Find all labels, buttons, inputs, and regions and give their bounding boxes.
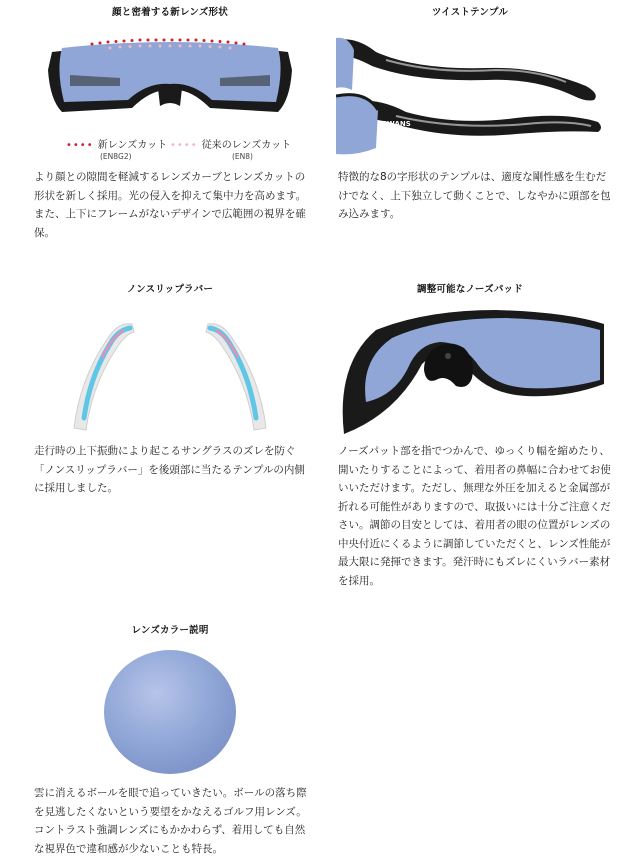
legend-new-code: (EN8G2): [100, 152, 132, 161]
twist-temple-image: [336, 30, 606, 158]
legend-old-label: 従来のレンズカット: [201, 140, 292, 151]
section-title-twist-temple: ツイストテンプル: [431, 7, 509, 18]
section-title-lens-color: レンズカラー説明: [131, 625, 209, 636]
lens-color-swatch: [100, 648, 240, 776]
section-title-non-slip-rubber: ノンスリップラバー: [126, 284, 214, 295]
section-text-twist-temple: 特徴的な8の字形状のテンプルは、適度な剛性感を生むだ けでなく、上下独立して動くことで、しなやかに頭部を包 み込みます。: [338, 171, 611, 220]
nose-pad-image: [336, 304, 608, 438]
section-text-lens-shape: より顔との隙間を軽減するレンズカーブとレンズカットの 形状を新しく採用。光の侵入を抑えて集中力を高めます。 また、上下にフレームがないデザインで広範囲の視界を確 保。: [34, 171, 307, 239]
legend-new-label: 新レンズカット: [97, 140, 168, 151]
legend-old-code: (EN8): [232, 152, 253, 161]
section-text-non-slip-rubber: 走行時の上下振動により起こるサングラスのズレを防ぐ 「ノンスリップラバー」を後頭部に当たるテンプルの内側 に採用しました。: [34, 445, 305, 494]
legend-new-lens-cut: [66, 136, 167, 161]
lens-shape-glasses-image: [40, 30, 300, 125]
section-title-nose-pad: 調整可能なノーズパッド: [417, 284, 523, 295]
legend-old-lens-cut: [170, 136, 291, 161]
new-cut-dots-icon: ••••: [66, 140, 98, 151]
old-cut-dots-icon: ••••: [170, 140, 202, 151]
section-text-lens-color: 雲に消えるボールを眼で追っていきたい。ボールの落ち際 を見逃したくないという要望をかなえるゴルフ用レンズ。 コントラスト強調レンズにもかかわらず、着用しても自然 な視界色で違和感が少ないことも特長。: [34, 787, 307, 855]
swans-logo: SWANS: [382, 120, 411, 128]
section-title-lens-shape: 顔と密着する新レンズ形状: [112, 7, 228, 18]
non-slip-rubber-image: [60, 318, 280, 433]
section-text-nose-pad: ノーズパット部を指でつかんで、ゆっくり幅を縮めたり、 開いたりすることによって、着用者の鼻幅に合わせてお使 いいただけます。ただし、無理な外圧を加えると金属部が 折れる可能性がありますので、取扱いには十分ご注意くだ さい。調節の目安としては、着用者の眼の位置がレンズの 中央付近にくるように調節していただくと、レンズ性能が 最大限に発揮できます。発汗時にもズレにくいラバー素材 を採用。: [338, 445, 611, 587]
